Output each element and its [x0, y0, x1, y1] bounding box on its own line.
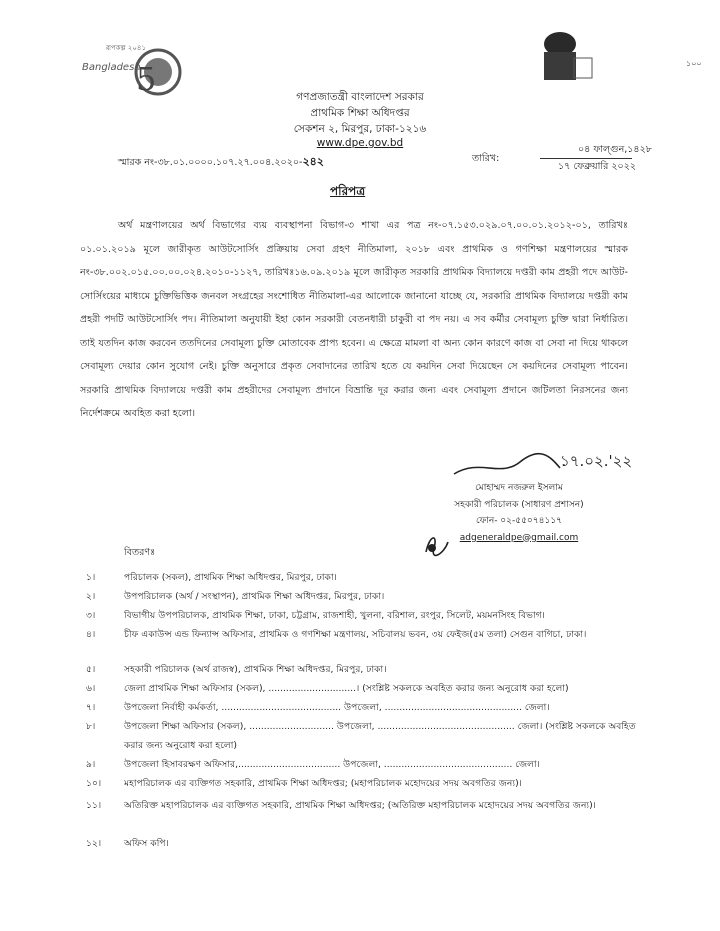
distribution-item-text: উপজেলা হিসাবরক্ষণ অফিসার,................................... উপজেলা, ............................................ জেলা।: [124, 759, 540, 770]
distribution-item-number: ১০।: [86, 778, 102, 789]
distribution-item-text: অফিস কপি।: [124, 838, 169, 849]
memo-reference: [118, 153, 324, 172]
initial-icon: [420, 528, 452, 560]
signatory-email[interactable]: adgeneraldpe@gmail.com: [459, 532, 579, 543]
signatory-phone: ফোন- ০২-৫৫০৭৪১১৭: [475, 516, 563, 526]
website-link[interactable]: www.dpe.gov.bd: [316, 137, 404, 149]
distribution-item-number: ৩।: [86, 610, 96, 621]
distribution-item-number: ১১।: [86, 800, 102, 811]
distribution-item-number: ৭।: [86, 702, 96, 713]
distribution-label: বিতরণঃ: [124, 547, 156, 558]
distribution-item-text: অতিরিক্ত মহাপরিচালক এর ব্যক্তিগত সহকারি, প্রাথমিক শিক্ষা অধিদপ্তর; (অতিরিক্ত মহাপরিচালক মহোদয়ের সদয় অবগতির জন্য)।: [124, 800, 596, 811]
date-label: তারিখ:: [472, 153, 500, 164]
date-divider: [540, 158, 632, 159]
address: সেকশন ২, মিরপুর, ঢাকা-১২১৬: [293, 123, 427, 135]
distribution-item-number: ৯।: [86, 759, 96, 770]
memo-ref-prefix: স্মারক নং-৩৮.০১.০০০০.১০৭.২৭.০০৪.২০২০-: [118, 157, 303, 168]
svg-text:5: 5: [136, 60, 157, 98]
distribution-item-number: ৬।: [86, 683, 96, 694]
distribution-item-text: উপজেলা শিক্ষা অফিসার (সকল), ............................. উপজেলা, ............................................... জেলা। (সংশ্লিষ্ট সকলকে অবহিত করার জন্য অনুরোধ করা হলো): [124, 721, 636, 751]
signatory-name: মোহাম্মদ নজরুল ইসলাম: [475, 483, 563, 493]
distribution-item-text: চীফ একাউন্স এন্ড ফিন্যান্স অফিসার, প্রাথমিক ও গণশিক্ষা মন্ত্রণালয়, সচিবালয় ভবন, ৩য় ফেইজ(৫ম তলা) সেগুন বাগিচা, ঢাকা।: [124, 629, 587, 640]
signatory-designation: সহকারী পরিচালক (সাধারণ প্রশাসন): [454, 499, 584, 510]
logo-small-text: রূপকল্প ২০৪১: [105, 44, 146, 52]
portrait-icon: [530, 22, 720, 92]
mujib-100-logo: [530, 22, 720, 92]
circular-body: অর্থ মন্ত্রণালয়ের অর্থ বিভাগের ব্যয় ব্যবস্থাপনা বিভাগ-৩ শাখা এর পত্র নং-০৭.১৫৩.০২৯.০৭.০০.০১.২০১২-০১, তারিখঃ ০১.০১.২০১৯ মূলে জারীকৃত আউটসোর্সিং প্রক্রিয়ায় সেবা গ্রহণ নীতিমালা, ২০১৮ এবং প্রাথমিক ও গণশিক্ষা মন্ত্রণালয়ের স্মারক নং-৩৮.০০২.০১৫.০০.০০.০২৪.২০১০-১১২৭, তারিখঃ১৬.০৯.২০১৯ মূলে জারীকৃত সরকারি প্রাথমিক বিদ্যালয়ে দপ্তরী কাম প্রহরী পদে আউট-সোর্সিংয়ের মাধ্যমে চুক্তিভিত্তিক জনবল সংগ্রহের সংশোধিত নীতিমালা-এর আলোকে জানানো যাচ্ছে যে, সরকারি প্রাথমিক বিদ্যালয়ে দপ্তরী কাম প্রহরী পদটি আউটসোর্সিং পদ। নীতিমালা অনুযায়ী ইহা কোন সরকারী বেতনধারী চাকুরী বা পদ নয়। এ সব কর্মীর সেবামূল্য চুক্তি দ্বারা নির্ধারিত। তাই যতদিন কাজ করবেন ততদিনের সেবামূল্য চুক্তি মোতাবেক প্রাপ্য হবেন। এ ক্ষেত্রে মামলা বা অন্য কোন কারণে কাজ বা সেবা না দিয়ে থাকলে সেবামূল্য দেয়ার কোন সুযোগ নেই। চুক্তি অনুসারে প্রকৃত সেবাদানের তারিখ হতে যে কয়দিন সেবা দিয়েছেন সে কয়দিনের সেবামূল্য পাবেন। সরকারি প্রাথমিক বিদ্যালয়ে দপ্তরী কাম প্রহরীদের সেবামূল্য প্রদানে বিভ্রান্তি দূর করার জন্য এবং সেবামূল্য প্রদানে জটিলতা নিরসনের জন্য নির্দেশক্রমে অবহিত করা হলো।: [80, 220, 628, 419]
date-bangla: ০৪ ফাল্গুন,১৪২৮: [578, 144, 652, 155]
distribution-item-text: জেলা প্রাথমিক শিক্ষা অফিসার (সকল), ..............................। (সংশ্লিষ্ট সকলকে অবহিত করার জন্য অনুরোধ করা হলো): [124, 683, 569, 694]
distribution-item-text: উপপরিচালক (অর্থ / সংস্থাপন), প্রাথমিক শিক্ষা অধিদপ্তর, মিরপুর, ঢাকা।: [124, 591, 385, 602]
distribution-item-text: পরিচালক (সকল), প্রাথমিক শিক্ষা অধিদপ্তর, মিরপুর, ঢাকা।: [124, 572, 337, 583]
signature-scribble: [450, 448, 650, 480]
date-english: ১৭ ফেব্রুয়ারি ২০২২: [558, 161, 637, 172]
distribution-item-number: ১২।: [86, 838, 102, 849]
logo-text: Bangladesh: [82, 62, 141, 73]
distribution-item-number: ৫।: [86, 664, 96, 675]
signature-date: ১৭.০২.'২২: [560, 452, 633, 470]
distribution-item-number: ২।: [86, 591, 96, 602]
logo-number: ১০০: [686, 59, 702, 68]
distribution-item-number: ১।: [86, 572, 96, 583]
signature-block: [434, 480, 604, 546]
govt-name: গণপ্রজাতন্ত্রী বাংলাদেশ সরকার: [296, 91, 424, 103]
distribution-item-text: উপজেলা নির্বাহী কর্মকর্তা, ......................................... উপজেলা, ............................................... জেলা।: [124, 702, 550, 713]
directorate-name: প্রাথমিক শিক্ষা অধিদপ্তর: [310, 107, 410, 119]
circular-title: পরিপত্র: [330, 184, 366, 198]
distribution-item-number: ৪।: [86, 629, 96, 640]
distribution-item-text: সহকারী পরিচালক (অর্থ রাজস্ব), প্রাথমিক শিক্ষা অধিদপ্তর, মিরপুর, ঢাকা।: [124, 664, 387, 675]
distribution-item-number: ৮।: [86, 721, 96, 732]
distribution-item-text: বিভাগীয় উপপরিচালক, প্রাথমিক শিক্ষা, ঢাকা, চট্টগ্রাম, রাজশাহী, খুলনা, বরিশাল, রংপুর, সিলেট, ময়মনসিংহ বিভাগ।: [124, 610, 545, 621]
memo-ref-number: ২৪২: [302, 155, 324, 168]
initial-mark: [420, 528, 452, 560]
distribution-item-text: মহাপরিচালক এর ব্যক্তিগত সহকারি, প্রাথমিক শিক্ষা অধিদপ্তর; (মহাপরিচালক মহোদয়ের সদয় অবগতির জন্য)।: [124, 778, 522, 789]
